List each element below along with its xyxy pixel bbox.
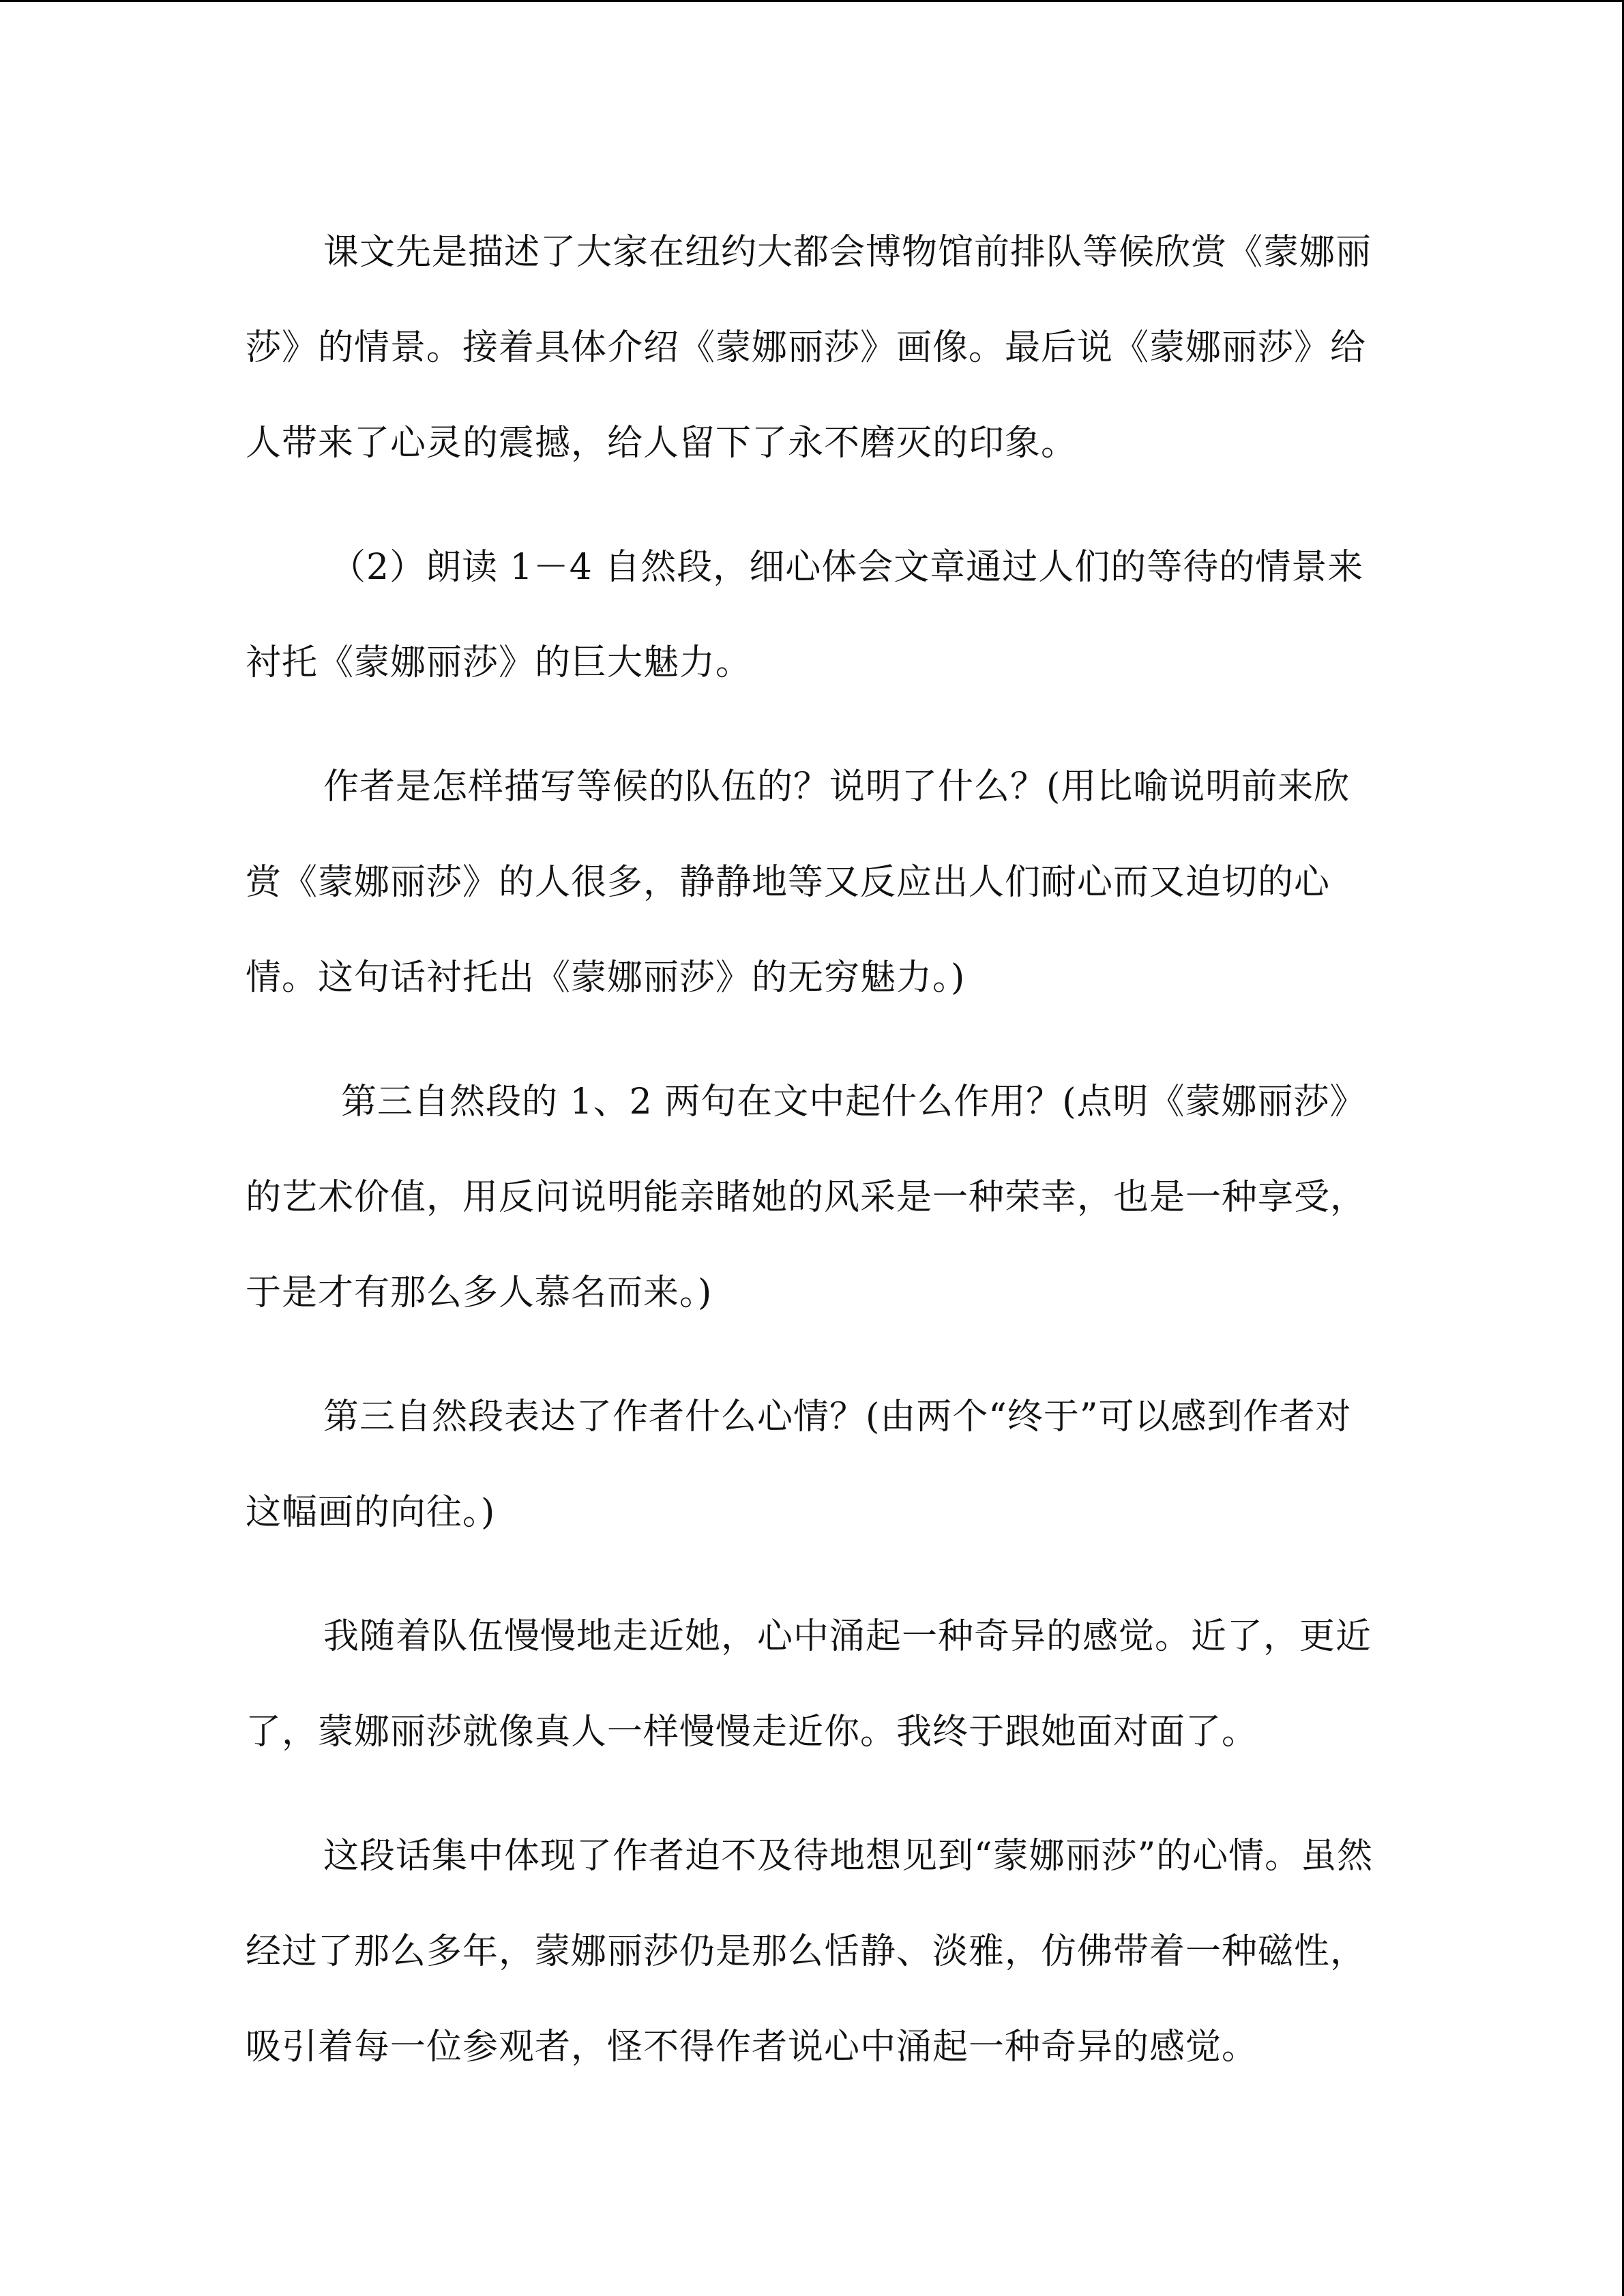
document-page (246, 205, 1378, 2095)
paragraph-quoted-passage: 我随着队伍慢慢地走近她，心中涌起一种奇异的感觉。近了，更近了，蒙娜丽莎就像真人一样慢慢走近你。我终于跟她面对面了。 (246, 1616, 1372, 1753)
paragraph-author-mood-question: 第三自然段表达了作者什么心情？(由两个“终于”可以感到作者对这幅画的向往。) (246, 1397, 1352, 1533)
paragraph-sentence-function-question: 第三自然段的 1、2 两句在文中起什么作用？(点明《蒙娜丽莎》的艺术价值，用反问说明能亲睹她的风采是一种荣幸，也是一种享受，于是才有那么多人慕名而来。) (246, 1082, 1367, 1313)
page-top-border (0, 0, 1624, 2)
paragraph-reading-task: （2）朗读 1－4 自然段，细心体会文章通过人们的等待的情景来衬托《蒙娜丽莎》的巨大魅力。 (246, 547, 1364, 683)
paragraph-passage-analysis: 这段话集中体现了作者迫不及待地想见到“蒙娜丽莎”的心情。虽然经过了那么多年，蒙娜丽莎仍是那么恬静、淡雅，仿佛带着一种磁性，吸引着每一位参观者，怪不得作者说心中涌起一种奇异的感觉。 (246, 1836, 1374, 2068)
paragraph-lesson-summary: 课文先是描述了大家在纽约大都会博物馆前排队等候欣赏《蒙娜丽莎》的情景。接着具体介绍《蒙娜丽莎》画像。最后说《蒙娜丽莎》给人带来了心灵的震撼，给人留下了永不磨灭的印象。 (246, 232, 1372, 464)
paragraph-queue-question: 作者是怎样描写等候的队伍的？说明了什么？(用比喻说明前来欣赏《蒙娜丽莎》的人很多，静静地等又反应出人们耐心而又迫切的心情。这句话衬托出《蒙娜丽莎》的无穷魅力。) (246, 766, 1350, 998)
